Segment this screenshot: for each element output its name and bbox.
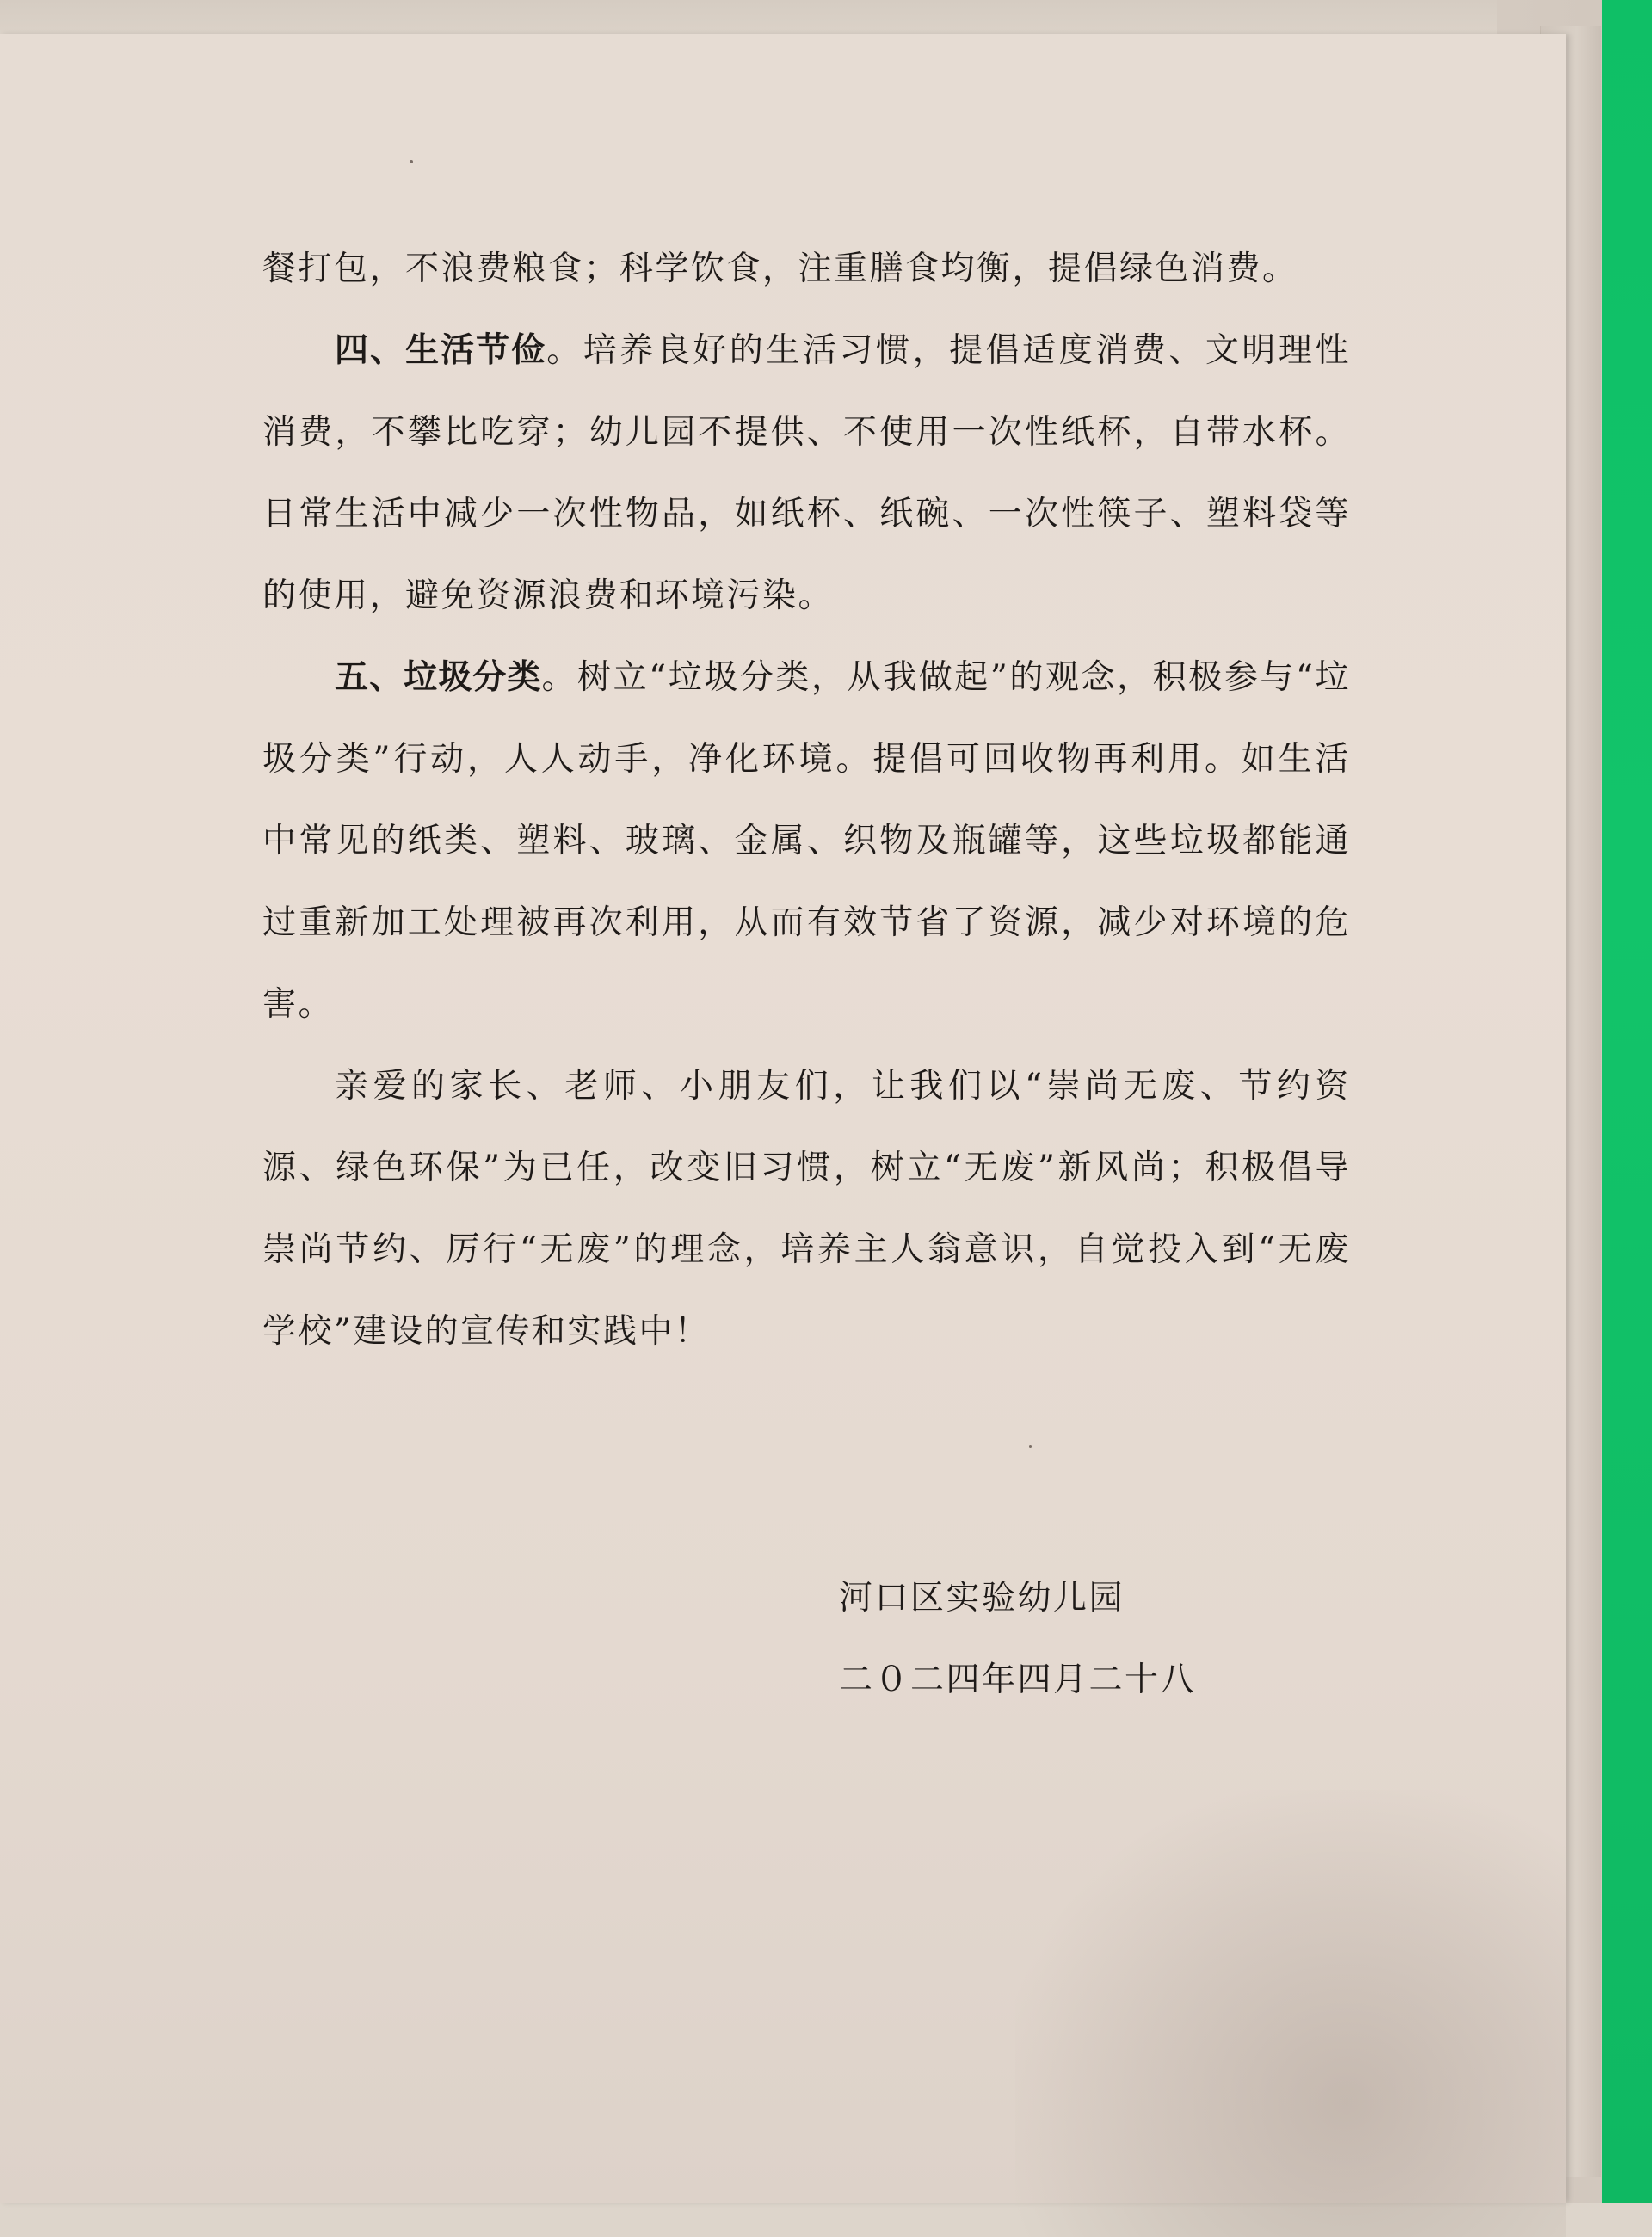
signature-date: 二０二四年四月二十八 [839, 1661, 1197, 1699]
section-heading: 四、生活节俭 [335, 331, 547, 370]
paragraph-text: 亲爱的家长、老师、小朋友们，让我们以“崇尚无废、节约资源、绿色环保”为已任，改变旧习惯，树立“无废”新风尚；积极倡导崇尚节约、厉行“无废”的理念，培养主人翁意识，自觉投入到“无废学校”建设的宣传和实践中！ [262, 1067, 1351, 1351]
paragraph-closing-appeal [262, 1045, 1351, 1372]
document-page [0, 34, 1566, 2203]
paragraph-continuation [262, 228, 1351, 310]
paragraph-text: 。培养良好的生活习惯，提倡适度消费、文明理性消费，不攀比吃穿；幼儿园不提供、不使用一次性纸杯，自带水杯。日常生活中减少一次性物品，如纸杯、纸碗、一次性筷子、塑料袋等的使用，避免资源浪费和环境污染。 [262, 331, 1351, 615]
paragraph-text: 餐打包，不浪费粮食；科学饮食，注重膳食均衡，提倡绿色消费。 [262, 250, 1298, 288]
paper-speck [410, 160, 413, 163]
document-body [262, 228, 1351, 1372]
paper-speck [1029, 1445, 1032, 1448]
paragraph-text: 。树立“垃圾分类，从我做起”的观念，积极参与“垃圾分类”行动，人人动手，净化环境。提倡可回收物再利用。如生活中常见的纸类、塑料、玻璃、金属、织物及瓶罐等，这些垃圾都能通过重新加工处理被再次利用，从而有效节省了资源，减少对环境的危害。 [262, 658, 1351, 1024]
signature-block [839, 1557, 1269, 1721]
signature-organization: 河口区实验幼儿园 [839, 1579, 1125, 1618]
hand-shadow [1015, 1790, 1566, 2237]
section-heading: 五、垃圾分类 [335, 658, 542, 697]
paragraph-garbage-sorting [262, 637, 1351, 1045]
paragraph-frugal-living [262, 310, 1351, 637]
